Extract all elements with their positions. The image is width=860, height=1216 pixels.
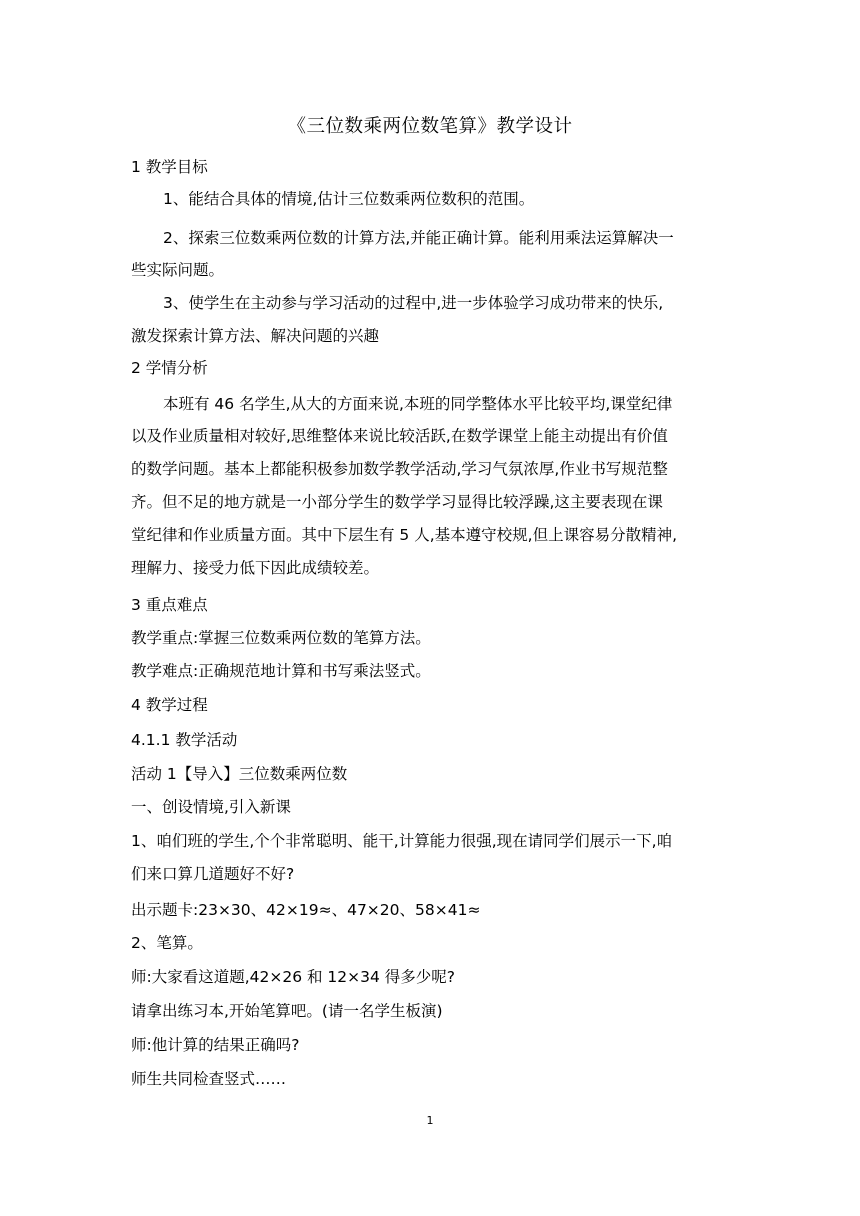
paragraph-line: 2、探索三位数乘两位数的计算方法,并能正确计算。能利用乘法运算解决一 <box>163 229 674 247</box>
paragraph-line: 些实际问题。 <box>131 261 225 279</box>
paragraph-line: 2、笔算。 <box>131 934 203 952</box>
section-heading-process: 4 教学过程 <box>131 696 208 714</box>
document-title: 《三位数乘两位数笔算》教学设计 <box>287 116 573 137</box>
section-heading-analysis: 2 学情分析 <box>131 359 208 377</box>
paragraph-line: 以及作业质量相对较好,思维整体来说比较活跃,在数学课堂上能主动提出有价值 <box>131 427 668 445</box>
paragraph-line: 师:大家看这道题,42×26 和 12×34 得多少呢? <box>131 968 456 986</box>
paragraph-line: 的数学问题。基本上都能积极参加数学教学活动,学习气氛浓厚,作业书写规范整 <box>131 460 668 478</box>
paragraph-line: 齐。但不足的地方就是一小部分学生的数学学习显得比较浮躁,这主要表现在课 <box>131 493 663 511</box>
paragraph-line: 活动 1【导入】三位数乘两位数 <box>131 765 348 783</box>
paragraph-line: 堂纪律和作业质量方面。其中下层生有 5 人,基本遵守校规,但上课容易分散精神, <box>131 526 677 544</box>
paragraph-line: 一、创设情境,引入新课 <box>131 798 291 816</box>
paragraph-line: 出示题卡:23×30、42×19≈、47×20、58×41≈ <box>131 901 481 919</box>
paragraph-line: 激发探索计算方法、解决问题的兴趣 <box>131 327 380 345</box>
paragraph-line: 理解力、接受力低下因此成绩较差。 <box>131 559 380 577</box>
section-heading-key-points: 3 重点难点 <box>131 596 208 614</box>
paragraph-line: 1、能结合具体的情境,估计三位数乘两位数积的范围。 <box>163 190 535 208</box>
paragraph-line: 1、咱们班的学生,个个非常聪明、能干,计算能力很强,现在请同学们展示一下,咱 <box>131 832 673 850</box>
paragraph-line: 本班有 46 名学生,从大的方面来说,本班的同学整体水平比较平均,课堂纪律 <box>163 395 673 413</box>
section-heading-objectives: 1 教学目标 <box>131 158 208 176</box>
paragraph-line: 师:他计算的结果正确吗? <box>131 1036 300 1054</box>
paragraph-line: 请拿出练习本,开始笔算吧。(请一名学生板演) <box>131 1002 443 1020</box>
subsection-heading: 4.1.1 教学活动 <box>131 731 238 749</box>
page-number: 1 <box>426 1114 434 1127</box>
paragraph-line: 教学难点:正确规范地计算和书写乘法竖式。 <box>131 662 431 680</box>
paragraph-line: 师生共同检查竖式…… <box>131 1070 287 1088</box>
paragraph-line: 们来口算几道题好不好? <box>131 865 295 883</box>
paragraph-line: 教学重点:掌握三位数乘两位数的笔算方法。 <box>131 629 431 647</box>
paragraph-line: 3、使学生在主动参与学习活动的过程中,进一步体验学习成功带来的快乐, <box>163 294 664 312</box>
